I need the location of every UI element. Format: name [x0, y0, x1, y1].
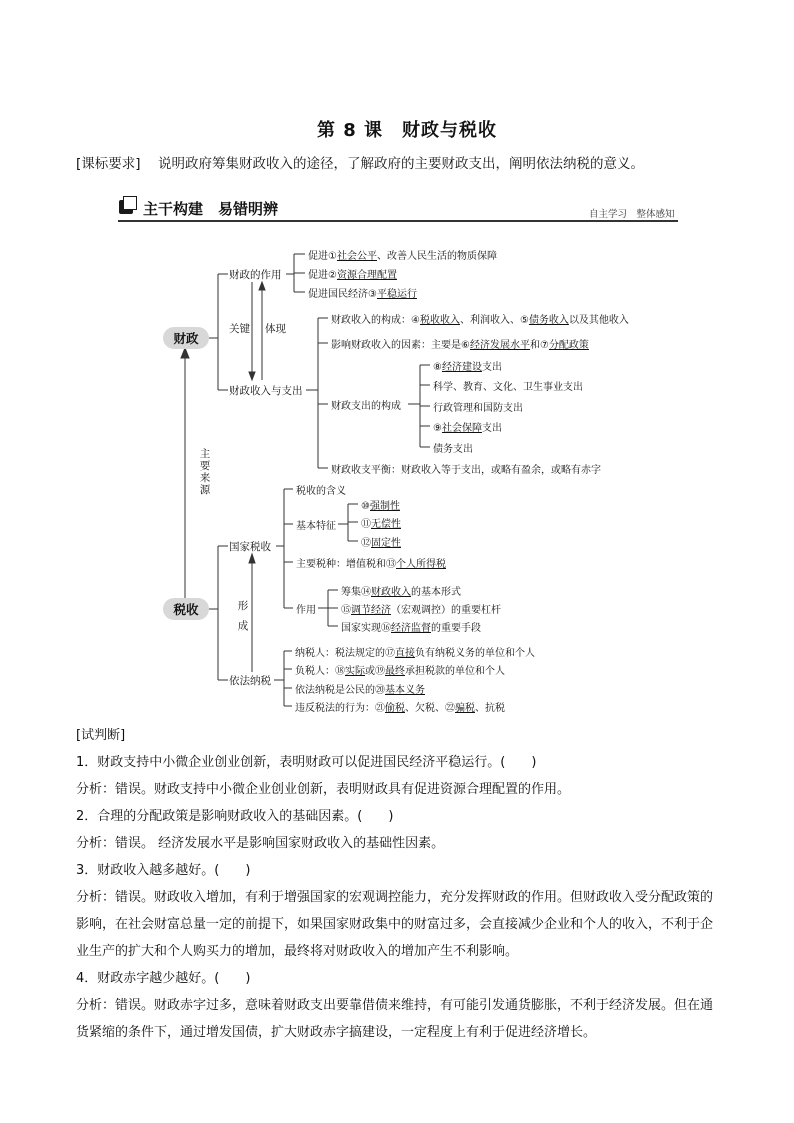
- function-item: 筹集⑭财政收入的基本形式: [341, 587, 461, 598]
- lawful-item: 纳税人：税法规定的⑰直接负有纳税义务的单位和个人: [295, 648, 535, 659]
- finance-node: 财政: [163, 327, 209, 349]
- section-title: 主干构建 易错明辨: [143, 200, 279, 218]
- expenditure-item: ⑧经济建设支出: [433, 362, 502, 373]
- expenditure-item: 债务支出: [433, 444, 473, 455]
- expenditure-item: 行政管理和国防支出: [433, 403, 523, 414]
- lawful-tax-label: 依法纳税: [229, 675, 271, 687]
- role-item: 促进国民经济③平稳运行: [308, 289, 417, 300]
- function-item: ⑮调节经济（宏观调控）的重要杠杆: [341, 605, 501, 616]
- reflect-label: 体现: [265, 323, 286, 335]
- function-item: 国家实现⑯经济监督的重要手段: [341, 623, 481, 634]
- main-source-label: 主要来源: [199, 448, 211, 496]
- question: 2．合理的分配政策是影响财政收入的基础因素。( ): [76, 809, 394, 824]
- income-composition: 财政收入的构成：④税收收入、利润收入、⑤债务收入以及其他收入: [331, 315, 629, 326]
- national-tax-label: 国家税收: [229, 541, 271, 553]
- section-subtitle: 自主学习 整体感知: [589, 209, 675, 220]
- role-item: 促进②资源合理配置: [308, 270, 397, 281]
- tax-node: 税收: [163, 598, 209, 620]
- question: 3．财政收入越多越好。( ): [76, 863, 251, 878]
- question: 4．财政赤字越少越好。( ): [76, 971, 251, 986]
- expenditure-label: 财政支出的构成: [331, 401, 401, 412]
- expenditure-item: ⑨社会保障支出: [433, 423, 502, 434]
- income-expense-label: 财政收入与支出: [229, 385, 303, 397]
- income-factors: 影响财政收入的因素：主要是⑥经济发展水平和⑦分配政策: [331, 340, 589, 351]
- lawful-item: 负税人：⑱实际或⑲最终承担税款的单位和个人: [295, 666, 505, 677]
- feature-item: ⑪无偿性: [361, 519, 401, 530]
- judge-label: [试判断]: [76, 728, 126, 743]
- function-label: 作用: [296, 605, 316, 616]
- features-label: 基本特征: [296, 521, 336, 532]
- feature-item: ⑩强制性: [361, 501, 400, 512]
- answer: 分析：错误。财政收入增加，有利于增强国家的宏观调控能力，充分发挥财政的作用。但财政收入受分配政策的影响，在社会财富总量一定的前提下，如果国家财政集中的财富过多，会直接减少企业和个人的收入，不利于企业生产的扩大和个人购买力的增加，最终将对财政收入的增加产生不利影响。: [76, 890, 714, 959]
- requirement-label: [课标要求]: [76, 156, 141, 172]
- tax-meaning: 税收的含义: [296, 486, 346, 497]
- key-label: 关键: [229, 323, 250, 335]
- lawful-item: 违反税法的行为：㉑偷税、欠税、㉒骗税、抗税: [295, 703, 505, 714]
- answer: 分析：错误。财政支持中小微企业创业创新，表明财政具有促进资源合理配置的作用。: [76, 782, 571, 797]
- lawful-item: 依法纳税是公民的⑳基本义务: [295, 685, 425, 696]
- page-title: 第 8 课 财政与税收: [317, 120, 498, 141]
- role-label: 财政的作用: [229, 269, 282, 281]
- expenditure-item: 科学、教育、文化、卫生事业支出: [433, 382, 583, 393]
- answer: 分析：错误。 经济发展水平是影响国家财政收入的基础性因素。: [76, 836, 445, 851]
- balance: 财政收支平衡：财政收入等于支出，或略有盈余，或略有赤字: [331, 465, 601, 476]
- question: 1．财政支持中小微企业创业创新，表明财政可以促进国民经济平稳运行。( ): [76, 755, 537, 770]
- role-item: 促进①社会公平、改善人民生活的物质保障: [308, 251, 497, 262]
- main-taxes: 主要税种：增值税和⑬个人所得税: [296, 559, 446, 570]
- feature-item: ⑫固定性: [361, 538, 401, 549]
- form-label: 形成: [237, 600, 249, 632]
- requirement-text: 说明政府筹集财政收入的途径，了解政府的主要财政支出，阐明依法纳税的意义。: [158, 156, 644, 172]
- answer: 分析：错误。财政赤字过多，意味着财政支出要靠借债来维持，有可能引发通货膨胀，不利于经济发展。但在通货紧缩的条件下，通过增发国债，扩大财政赤字搞建设，一定程度上有利于促进经济增长。: [76, 998, 714, 1040]
